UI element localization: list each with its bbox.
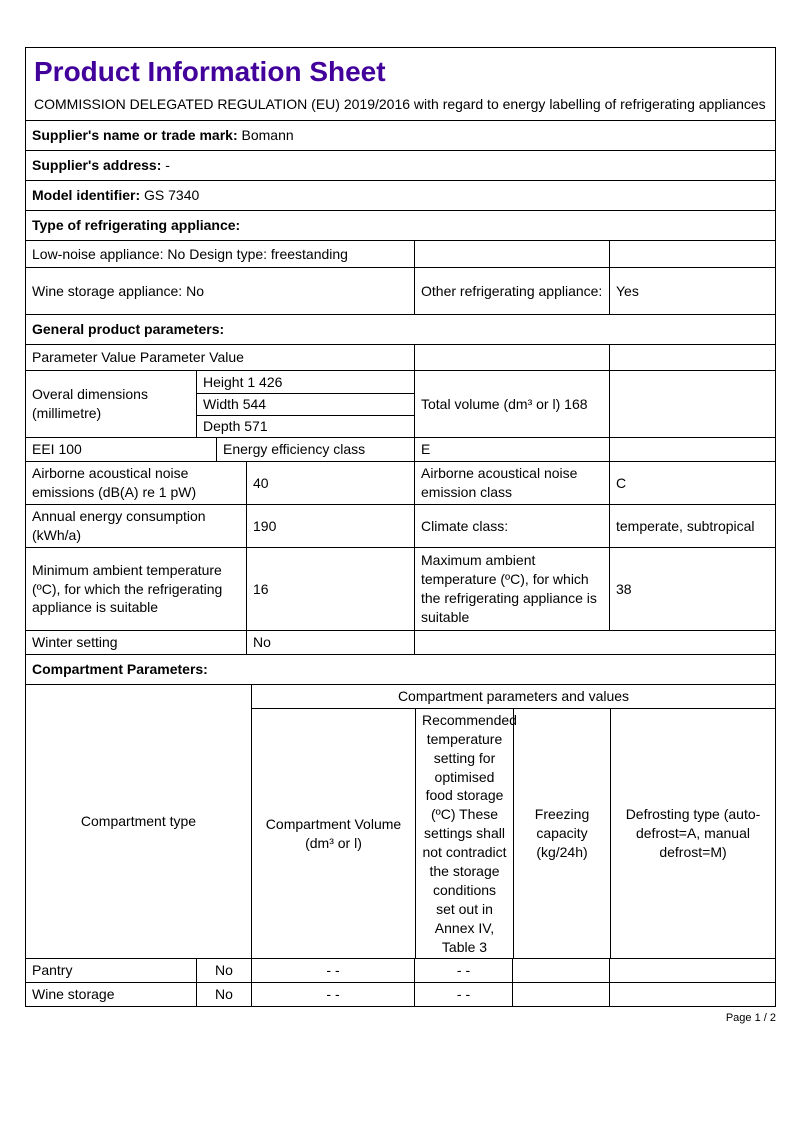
eei-value: 100 xyxy=(58,441,82,458)
wine-storage-text: Wine storage appliance: No xyxy=(32,282,204,299)
compartment-volume: - - xyxy=(326,962,340,979)
compartment-temp: - - xyxy=(456,986,471,1003)
compartment-heading: Compartment Parameters: xyxy=(32,660,208,677)
type-heading-cell xyxy=(26,211,775,240)
dimensions-label: Overal dimensions (millimetre) xyxy=(32,386,148,422)
title-cell xyxy=(26,48,775,120)
sheet-table xyxy=(25,47,776,1007)
dimensions-label-cell xyxy=(26,371,196,437)
max-ambient-value: 38 xyxy=(616,580,632,597)
title-row xyxy=(26,48,775,120)
wine-storage-cell xyxy=(26,268,414,314)
min-ambient-value: 16 xyxy=(253,580,269,597)
volume-header-cell xyxy=(252,709,415,959)
noise-class-label: Airborne acoustical noise emission class xyxy=(421,465,578,500)
compartment-name: Pantry xyxy=(32,962,73,979)
annual-energy-value-cell xyxy=(246,505,414,547)
freezing-header: Freezing capacity (kg/24h) xyxy=(534,806,590,861)
parameter-header-text: Parameter Value Parameter Value xyxy=(32,349,244,366)
width-label: Width xyxy=(203,396,239,413)
compartment-volume: - - xyxy=(326,986,340,1003)
supplier-name-label: Supplier's name or trade mark: xyxy=(32,127,238,144)
noise-row xyxy=(26,461,775,504)
compartment-freezing-cell xyxy=(512,983,609,1006)
supplier-name-cell xyxy=(26,121,775,150)
energy-class-value-cell xyxy=(414,438,609,461)
other-appliance-label-cell xyxy=(414,268,609,314)
supplier-name-value: Bomann xyxy=(241,127,294,144)
general-heading-cell xyxy=(26,315,775,344)
min-ambient-label-cell xyxy=(26,548,246,630)
defrost-header: Defrosting type (auto-defrost=A, manual defrost=M) xyxy=(625,806,761,861)
supplier-address-cell xyxy=(26,151,775,180)
compartment-name-cell xyxy=(26,959,196,982)
compartment-row-wine-storage xyxy=(26,982,775,1006)
compartment-heading-row xyxy=(26,654,775,684)
winter-setting-label: Winter setting xyxy=(32,633,118,650)
eei-label: EEI xyxy=(32,441,55,458)
type-heading: Type of refrigerating appliance: xyxy=(32,217,241,234)
eei-row xyxy=(26,437,775,461)
compartment-temp-cell xyxy=(414,959,512,982)
compartment-name: Wine storage xyxy=(32,986,115,1003)
climate-class-label: Climate class: xyxy=(421,517,509,534)
energy-class-label-cell xyxy=(216,438,414,461)
temp-header-cell xyxy=(415,709,517,959)
dimensions-values-cell xyxy=(196,371,414,437)
model-identifier-value: GS 7340 xyxy=(144,187,200,204)
annual-energy-label: Annual energy consumption (kWh/a) xyxy=(32,508,206,543)
low-noise-text: Low-noise appliance: No Design type: freestanding xyxy=(32,245,348,262)
winter-setting-label-cell xyxy=(26,631,246,654)
parameter-header-cell xyxy=(26,345,414,370)
other-appliance-value-cell xyxy=(609,268,775,314)
defrost-header-cell xyxy=(610,709,775,959)
other-appliance-label: Other refrigerating appliance: xyxy=(421,282,603,299)
eei-empty-cell xyxy=(609,438,775,461)
page-title: Product Information Sheet xyxy=(34,56,386,87)
other-appliance-value: Yes xyxy=(616,282,639,299)
annual-energy-value: 190 xyxy=(253,517,277,534)
noise-value: 40 xyxy=(253,474,269,491)
compartment-volume-cell xyxy=(251,983,414,1006)
eei-cell xyxy=(26,438,216,461)
max-ambient-label: Maximum ambient temperature (ºC), for which the refrigerating appliance is suitable xyxy=(421,552,597,625)
compartment-header-block xyxy=(26,684,775,959)
height-value: 1 426 xyxy=(247,373,283,390)
compartment-freezing-cell xyxy=(512,959,609,982)
noise-label-cell xyxy=(26,462,246,504)
dimension-height-row xyxy=(197,371,414,393)
parameter-header-empty-1 xyxy=(414,345,609,370)
dimension-width-row xyxy=(197,393,414,415)
supplier-name-row xyxy=(26,120,775,150)
compartment-present: No xyxy=(215,986,233,1003)
type-heading-row xyxy=(26,210,775,240)
supplier-address-row xyxy=(26,150,775,180)
total-volume-cell xyxy=(414,371,609,437)
min-ambient-value-cell xyxy=(246,548,414,630)
winter-setting-value-cell xyxy=(246,631,414,654)
compartment-name-cell xyxy=(26,983,196,1006)
total-volume-label: Total volume (dm³ or l) xyxy=(421,395,561,412)
depth-label: Depth xyxy=(203,418,241,435)
compartment-temp-cell xyxy=(414,983,512,1006)
model-identifier-label: Model identifier: xyxy=(32,187,141,204)
min-ambient-label: Minimum ambient temperature (ºC), for which the refrigerating appliance is suitable xyxy=(32,561,223,616)
winter-setting-empty-cell xyxy=(414,631,775,654)
winter-setting-value: No xyxy=(253,633,271,650)
low-noise-cell xyxy=(26,241,414,267)
supplier-address-value: - xyxy=(165,157,170,174)
regulation-text: COMMISSION DELEGATED REGULATION (EU) 2019/2016 with regard to energy labelling of refrigerating appliances xyxy=(34,96,766,113)
low-noise-empty-2 xyxy=(609,241,775,267)
compartment-type-header-cell xyxy=(26,685,251,959)
compartment-defrost-cell xyxy=(609,983,775,1006)
ambient-temperature-row xyxy=(26,547,775,630)
compartment-present: No xyxy=(215,962,233,979)
page-number: Page 1 / 2 xyxy=(725,1012,776,1025)
depth-value: 571 xyxy=(244,418,268,435)
dimensions-row xyxy=(26,370,775,437)
height-label: Height xyxy=(203,373,244,390)
climate-class-label-cell xyxy=(414,505,609,547)
noise-class-value: C xyxy=(616,474,627,491)
volume-header: Compartment Volume (dm³ or l) xyxy=(265,815,402,851)
general-heading: General product parameters: xyxy=(32,321,225,338)
noise-value-cell xyxy=(246,462,414,504)
noise-label: Airborne acoustical noise emissions (dB(A) re 1 pW) xyxy=(32,465,197,500)
compartment-header-right xyxy=(251,685,775,959)
wine-storage-row xyxy=(26,267,775,314)
compartment-table-title: Compartment parameters and values xyxy=(252,685,775,709)
compartment-row-pantry xyxy=(26,958,775,982)
winter-setting-row xyxy=(26,630,775,654)
compartment-defrost-cell xyxy=(609,959,775,982)
general-heading-row xyxy=(26,314,775,344)
compartment-type-header: Compartment type xyxy=(80,813,197,830)
energy-class-value: E xyxy=(421,441,431,458)
compartment-present-cell xyxy=(196,983,251,1006)
dimensions-empty-cell xyxy=(609,371,775,437)
energy-class-label: Energy efficiency class xyxy=(223,441,366,458)
low-noise-empty-1 xyxy=(414,241,609,267)
max-ambient-label-cell xyxy=(414,548,609,630)
compartment-present-cell xyxy=(196,959,251,982)
compartment-volume-cell xyxy=(251,959,414,982)
compartment-temp: - - xyxy=(456,962,471,979)
max-ambient-value-cell xyxy=(609,548,775,630)
model-identifier-row xyxy=(26,180,775,210)
climate-class-value: temperate, subtropical xyxy=(616,517,755,534)
noise-class-value-cell xyxy=(609,462,775,504)
annual-energy-label-cell xyxy=(26,505,246,547)
climate-class-value-cell xyxy=(609,505,775,547)
compartment-column-headers xyxy=(252,709,775,959)
product-information-sheet xyxy=(25,47,776,1026)
width-value: 544 xyxy=(242,396,267,413)
parameter-header-empty-2 xyxy=(609,345,775,370)
supplier-address-label: Supplier's address: xyxy=(32,157,162,174)
dimension-depth-row xyxy=(197,415,414,437)
total-volume-value: 168 xyxy=(564,395,588,412)
noise-class-label-cell xyxy=(414,462,609,504)
freezing-header-cell xyxy=(513,709,610,959)
model-identifier-cell xyxy=(26,181,775,210)
compartment-heading-cell xyxy=(26,655,775,684)
parameter-header-row xyxy=(26,344,775,370)
temp-header: Recommended temperature setting for optimised food storage (ºC) These settings shall not contradict the storage conditions set out in Annex IV, Table 3 xyxy=(422,711,517,955)
annual-energy-row xyxy=(26,504,775,547)
low-noise-row xyxy=(26,240,775,267)
